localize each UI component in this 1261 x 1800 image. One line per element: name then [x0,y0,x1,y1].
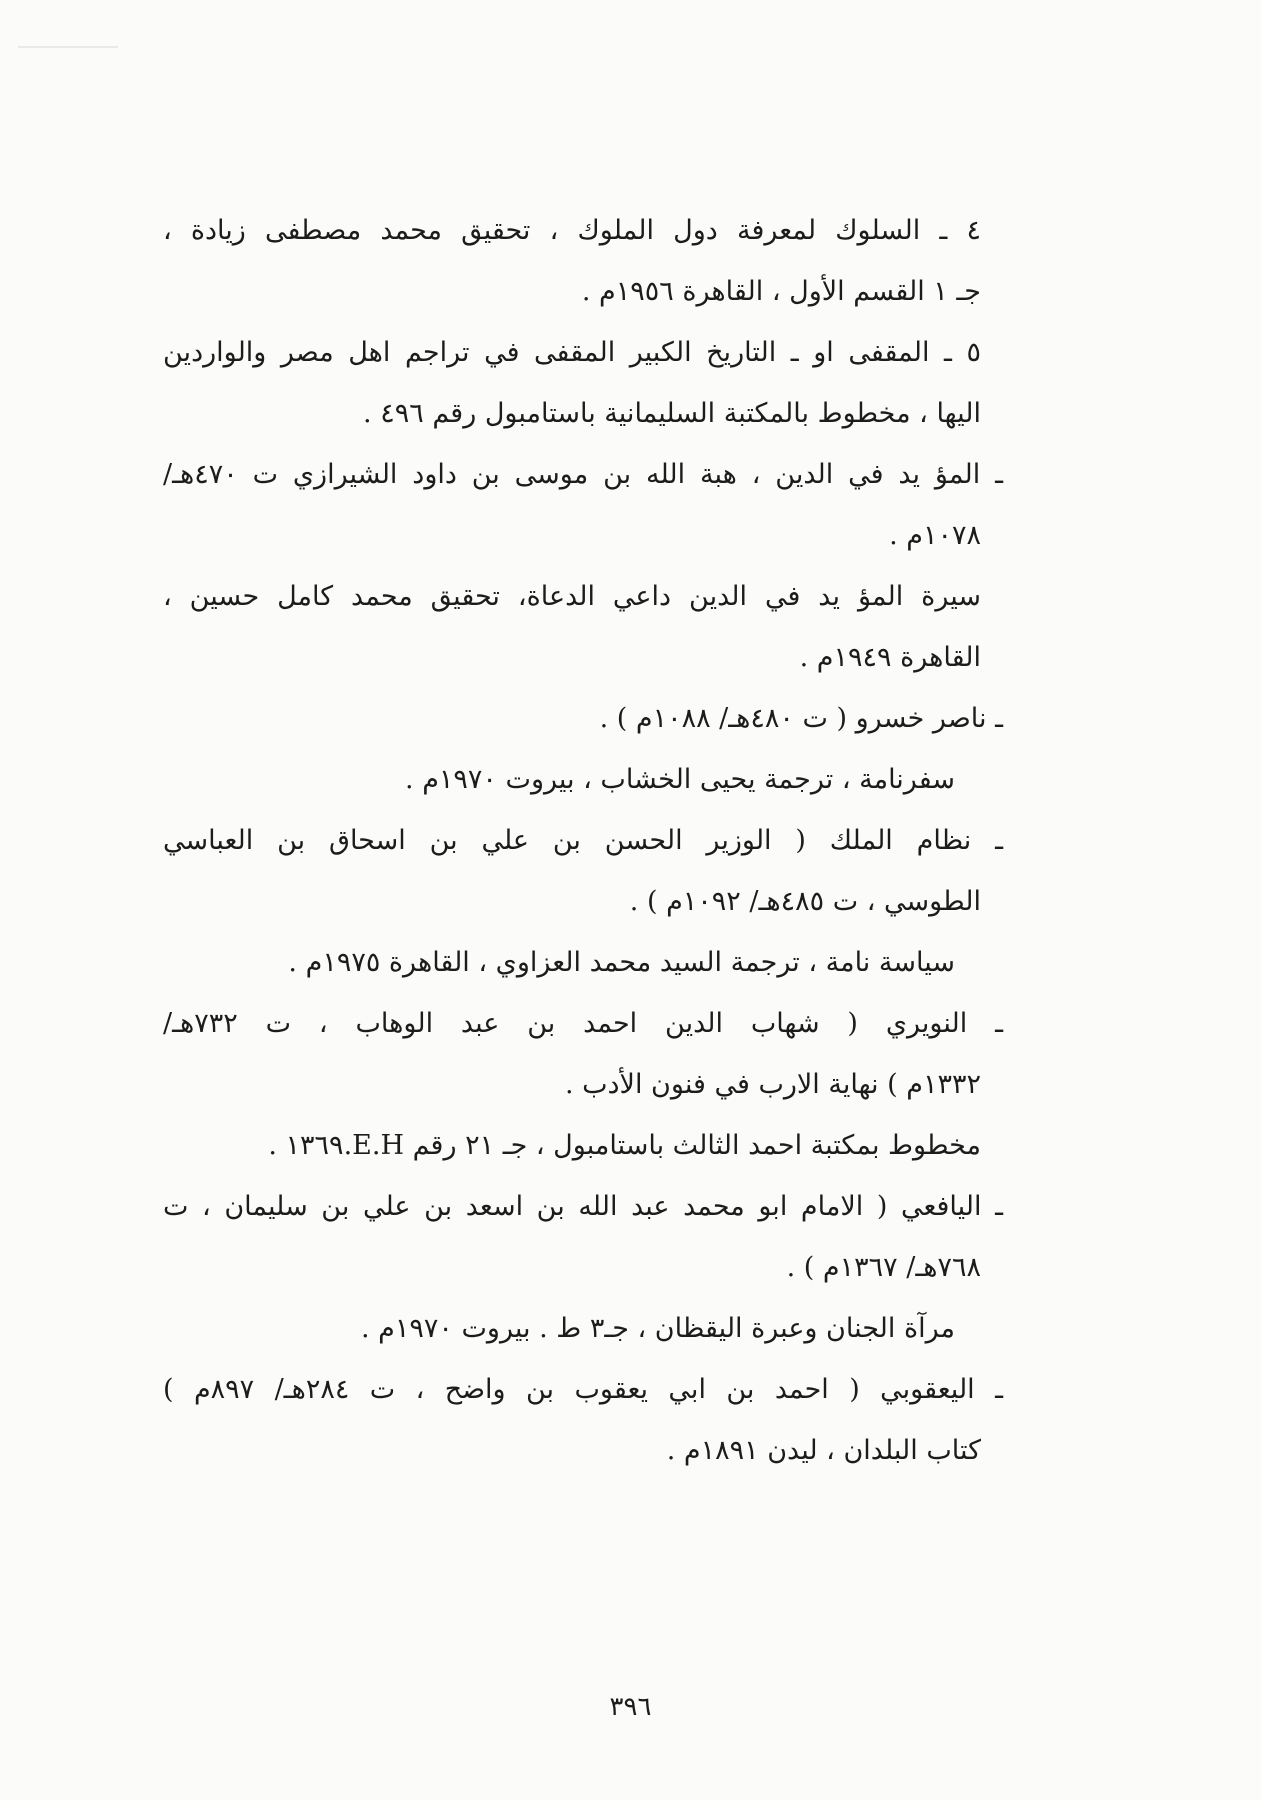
entry-nuwayri-line-1: ـ النويري ( شهاب الدين احمد بن عبد الوهاب ، ت ٧٣٢هـ/ [163,1008,1003,1039]
entry-safarnama: سفرنامة ، ترجمة يحيى الخشاب ، بيروت ١٩٧٠م . [405,764,955,795]
scan-edge-mark [18,46,118,48]
entry-4-line-2: جـ ١ القسم الأول ، القاهرة ١٩٥٦م . [581,276,981,307]
entry-yaqubi-line-2: كتاب البلدان ، ليدن ١٨٩١م . [666,1435,981,1466]
entry-5-line-1: ٥ ـ المقفى او ـ التاريخ الكبير المقفى في تراجم اهل مصر والواردين [163,337,981,368]
entry-muayyad-work-line-2: القاهرة ١٩٤٩م . [799,642,981,673]
page-number: ٣٩٦ [609,1692,652,1722]
entry-5-line-2: اليها ، مخطوط بالمكتبة السليمانية باستامبول رقم ٤٩٦ . [363,398,981,429]
entry-nizam-line-2: الطوسي ، ت ٤٨٥هـ/ ١٠٩٢م ) . [629,886,981,917]
entry-mirat-al-jinan: مرآة الجنان وعبرة اليقظان ، جـ٣ ط . بيروت ١٩٧٠م . [361,1313,955,1344]
entry-nasir-khusraw: ـ ناصر خسرو ( ت ٤٨٠هـ/ ١٠٨٨م ) . [599,703,1003,734]
entry-4-line-1: ٤ ـ السلوك لمعرفة دول الملوك ، تحقيق محمد مصطفى زيادة ، [163,215,981,246]
entry-nuwayri-manuscript: مخطوط بمكتبة احمد الثالث باستامبول ، جـ ٢١ رقم E.H.١٣٦٩ . [268,1130,981,1161]
entry-muayyad-line-1: ـ المؤ يد في الدين ، هبة الله بن موسى بن داود الشيرازي ت ٤٧٠هـ/ [163,459,1003,490]
entry-nizam-line-1: ـ نظام الملك ( الوزير الحسن بن علي بن اسحاق بن العباسي [163,825,1003,856]
entry-yafii-line-2: ٧٦٨هـ/ ١٣٦٧م ) . [786,1252,981,1283]
bibliography-list [163,200,1003,1481]
entry-muayyad-line-2: ١٠٧٨م . [889,520,981,551]
entry-siyasatnama: سياسة نامة ، ترجمة السيد محمد العزاوي ، القاهرة ١٩٧٥م . [288,947,955,978]
entry-muayyad-work-line-1: سيرة المؤ يد في الدين داعي الدعاة، تحقيق محمد كامل حسين ، [163,581,981,612]
entry-yaqubi-line-1: ـ اليعقوبي ( احمد بن ابي يعقوب بن واضح ، ت ٢٨٤هـ/ ٨٩٧م ) [163,1374,1003,1405]
entry-nuwayri-line-2: ١٣٣٢م ) نهاية الارب في فنون الأدب . [564,1069,981,1100]
entry-yafii-line-1: ـ اليافعي ( الامام ابو محمد عبد الله بن اسعد بن علي بن سليمان ، ت [163,1191,1003,1222]
